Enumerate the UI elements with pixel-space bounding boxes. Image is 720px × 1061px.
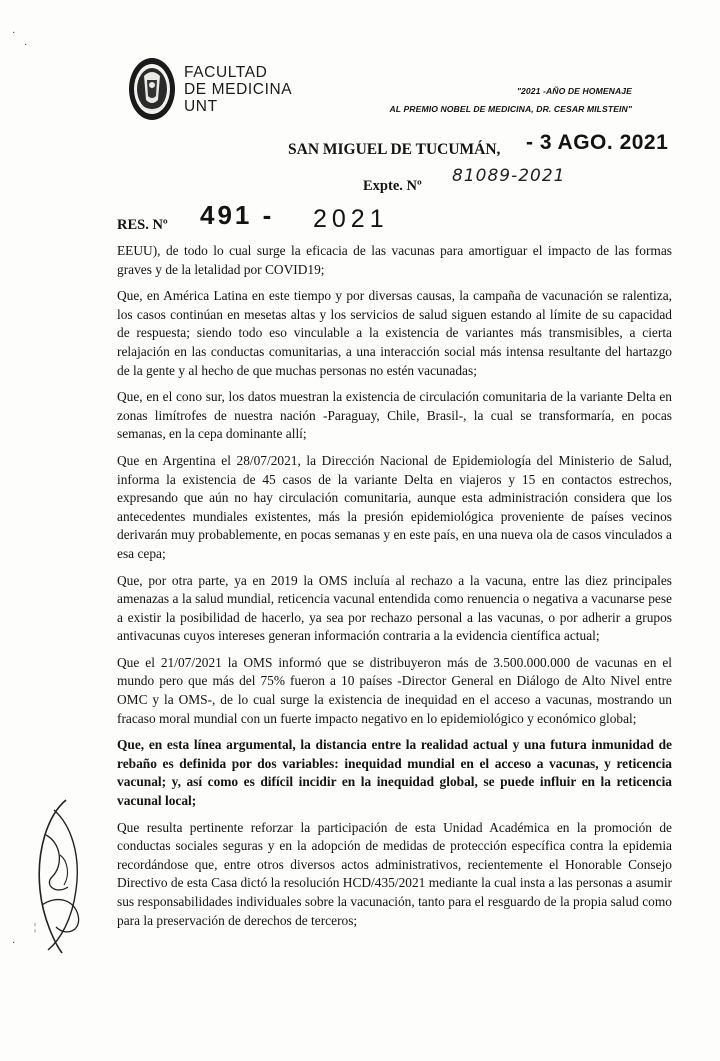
document-body	[117, 242, 672, 938]
expte-label: Expte. Nº	[363, 178, 422, 194]
homage-line-2: AL PREMIO NOBEL DE MEDICINA, DR. CESAR MILSTEIN"	[389, 104, 632, 114]
place-label: SAN MIGUEL DE TUCUMÁN,	[288, 141, 501, 158]
faculty-line-3: UNT	[184, 98, 218, 115]
scan-speck: ¦	[34, 922, 37, 933]
homage-line-1: "2021 -AÑO DE HOMENAJE	[516, 86, 632, 96]
faculty-line-1: FACULTAD	[184, 64, 268, 81]
paragraph-5: Que, por otra parte, ya en 2019 la OMS incluía al rechazo a la vacuna, entre las diez principales amenazas a la salud mundial, reticencia vacunal entendida como renuencia o negativa a vacunarse pese a existir la posibilidad de hacerlo, ya sea por rechazo personal a las vacunas, o por adherir a grupos antivacunas cuyos intereses generan información contraria a la evidencia científica actual;	[117, 572, 672, 644]
paragraph-6: Que el 21/07/2021 la OMS informó que se distribuyeron más de 3.500.000.000 de vacunas en el mundo pero que más del 75% fueron a 10 países -Director General en Diálogo de Alto Nivel entre OMC y la OMS-, de lo cual surge la existencia de inequidad en el acceso a vacunas, mostrando un fracaso moral mundial con un fuerte impacto negativo en lo epidemiológico y económico global;	[117, 654, 672, 726]
res-year: 2021	[313, 205, 389, 233]
date-stamp: - 3 AGO. 2021	[526, 131, 669, 154]
expte-number: 81089-2021	[452, 166, 566, 186]
university-seal-icon	[127, 56, 177, 122]
res-number: 491 -	[200, 200, 275, 230]
paragraph-7: Que, en esta línea argumental, la distancia entre la realidad actual y una futura inmunidad de rebaño es definida por dos variables: inequidad mundial en el acceso a vacunas, y reticencia vacunal; y, así como es difícil incidir en la inequidad global, se puede influir en la reticencia vacunal local;	[117, 737, 672, 809]
paragraph-1: EEUU), de todo lo cual surge la eficacia de las vacunas para amortiguar el impacto de las formas graves y de la letalidad por COVID19;	[117, 243, 672, 277]
homage-banner	[389, 82, 632, 118]
res-label: RES. Nº	[117, 217, 168, 233]
faculty-name	[184, 64, 292, 115]
paragraph-8: Que resulta pertinente reforzar la participación de esta Unidad Académica en la promoción de conductas sociales seguras y en la adopción de medidas de protección específica contra la epidemia recordándose que, entre otros diversos actos administrativos, recientemente el Honorable Consejo Directivo de esta Casa dictó la resolución HCD/435/2021 mediante la cual insta a las personas a asumir sus responsabilidades individuales sobre la vacunación, tanto para el resguardo de la propia salud como para la preservación de derechos de terceros;	[117, 819, 672, 928]
scan-speck: ·	[12, 28, 16, 39]
signature-icon	[26, 795, 96, 960]
faculty-line-2: DE MEDICINA	[184, 81, 293, 98]
scan-speck: ·	[24, 40, 28, 51]
paragraph-2: Que, en América Latina en este tiempo y por diversas causas, la campaña de vacunación se ralentiza, los casos continúan en mesetas altas y los servicios de salud siguen estando al límite de su capacidad de respuesta; siendo todo eso vinculable a la existencia de variantes más transmisibles, a cierta relajación en las conductas comunitarias, a una interacción social más intensa resultante del hartazgo de la gente y al hecho de que muchas personas no estén vacunadas;	[117, 288, 672, 378]
paragraph-3: Que, en el cono sur, los datos muestran la existencia de circulación comunitaria de la variante Delta en zonas limítrofes de nuestra nación -Paraguay, Chile, Brasil-, la cual se transformaría, en pocas semanas, en la cepa dominante allí;	[117, 389, 672, 442]
paragraph-4: Que en Argentina el 28/07/2021, la Dirección Nacional de Epidemiología del Ministerio de Salud, informa la existencia de 45 casos de la variante Delta en viajeros y 15 en contactos estrechos, expresando que aún no hay circulación comunitaria, aunque esta administración considera que los antecedentes mundiales existentes, más la presión epidemiológica proveniente de países vecinos derivarán muy probablemente, en pocas semanas y en este país, en una nueva ola de casos vinculados a esa cepa;	[117, 452, 672, 561]
scan-speck: ·	[12, 938, 16, 949]
